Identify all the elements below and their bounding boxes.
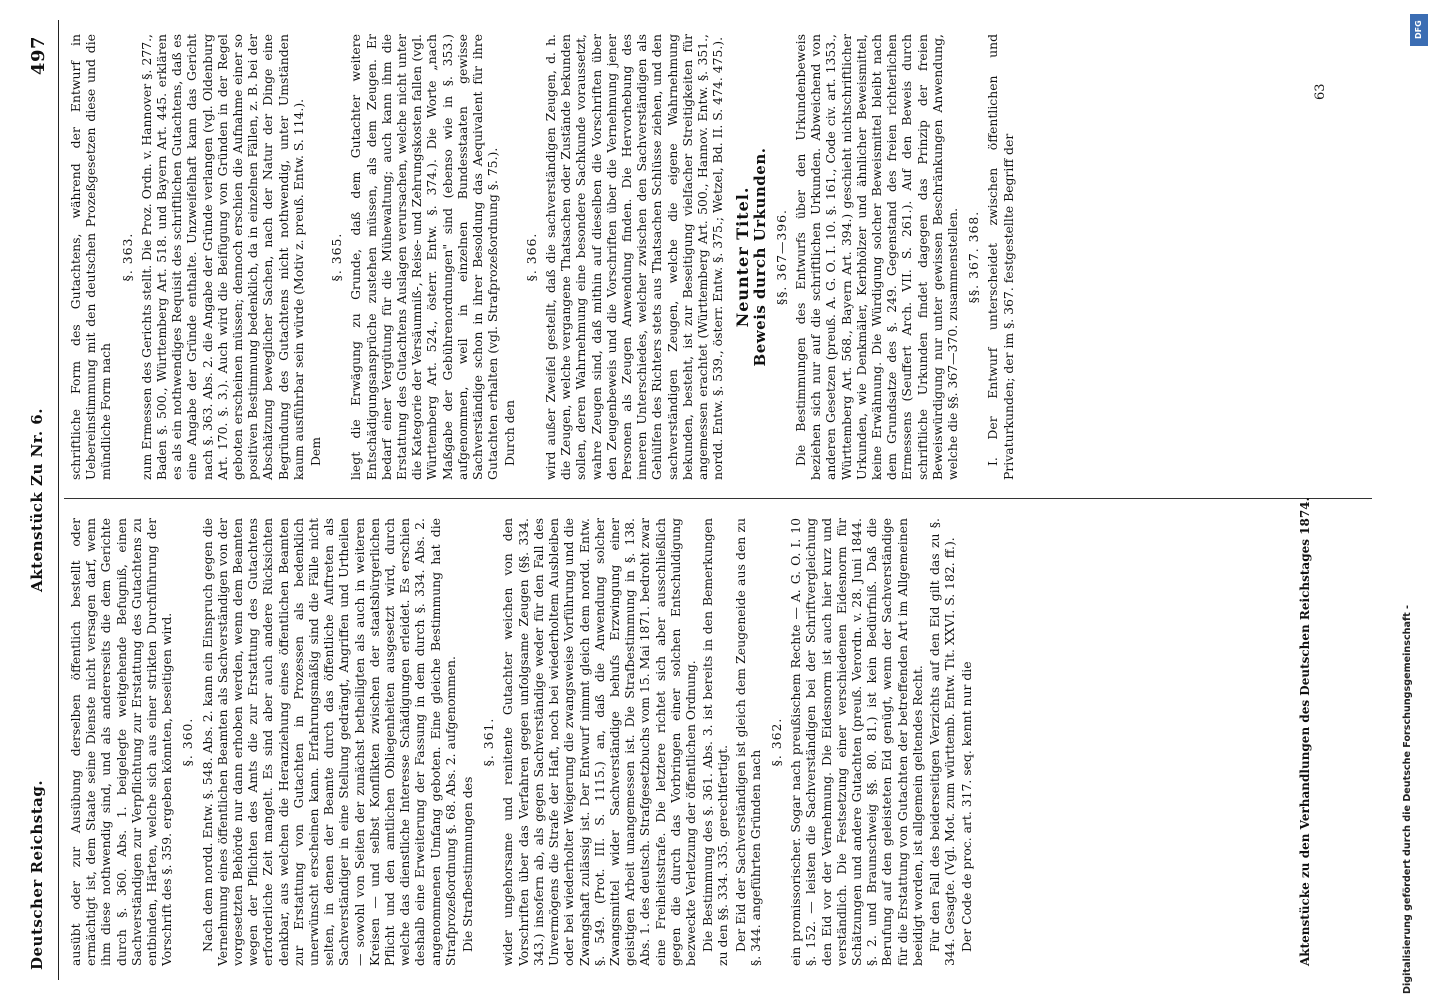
column-divider: [64, 498, 1372, 499]
paragraph: Die Bestimmung des §. 361. Abs. 3. ist bereits in den Bemerkungen zu den §§. 334. 335. gerechtfertigt.: [700, 518, 731, 966]
paragraph: liegt die Erwägung zu Grunde, daß dem Gutachter weitere Entschädigungsansprüche zustehen müssen, als dem Zeugen. Er bedarf einer Vergütung für die Mühewaltung; auch kann ihm die Erstattung des Gutachtens Auslagen verursachen, welche nicht unter die Kategorie der Versäumniß-, Reise- und Zehrungskosten fallen (vgl. Württemberg Art. 524., österr. Entw. §. 374.). Die Worte „nach Maßgabe der Gebührenordnungen" sind (ebenso wie in §. 353.) aufgenommen, weil in einzelnen Bundesstaaten gewisse Sachverständige schon in ihrer Besoldung das Aequivalent für ihre Gutachten erhalten (vgl. Strafprozeßordnung §. 75.).: [348, 34, 501, 480]
paragraph: Der Code de proc. art. 317. seq. kennt nur die: [959, 661, 975, 952]
chapter-title: Neunter Titel.: [733, 186, 753, 328]
column-left: [68, 518, 977, 966]
header-left: Deutscher Reichstag.: [28, 779, 46, 970]
section-heading: §. 366.: [523, 232, 539, 282]
paragraph: Nach dem nordd. Entw. §. 548. Abs. 2. kann ein Einspruch gegen die Vernehmung eines öffentlichen Beamten als Sachverständigen von der vorgesetzten Behörde nur dann erhoben werden, wenn dem Beamten wegen der Pflichten des Amts die zur Erstattung des Gutachtens erforderliche Zeit mangelt. Es sind aber auch andere Rücksichten denkbar, aus welchen die Heranziehung eines öffentlichen Beamten zur Erstattung von Gutachten in Prozessen als bedenklich unerwünscht erscheinen kann. Erfahrungsmäßig sind die Fälle nicht selten, in denen der Beamte durch das öffentliche Auftreten als Sachverständiger in eine Stellung gedrängt, Angriffen und Urtheilen — sowohl von Seiten der zunächst betheiligten als auch in weiteren Kreisen — und selbst Konflikten zwischen der staatsbürgerlichen Pflicht und den amtlichen Obliegenheiten ausgesetzt wird, durch welche das dienstliche Interesse Schädigungen erleidet. Es erschien deshalb eine Erweiterung der Fassung in dem durch §. 334. Abs. 2. angenommenen Umfang geboten. Eine gleiche Bestimmung hat die Strafprozeßordnung §. 68. Abs. 2. aufgenommen.: [199, 518, 458, 966]
column-right: [68, 34, 1018, 480]
section-heading: §§. 367—396.: [773, 209, 789, 305]
section-heading: §. 363.: [119, 232, 135, 282]
paragraph: Der Eid der Sachverständigen ist gleich dem Zeugeneide aus den zu §. 344. angeführten Gründen nach: [732, 518, 763, 966]
paragraph: I. Der Entwurf unterscheidet zwischen öffentlichen und Privaturkunden; der im §. 367. festgestellte Begriff der: [985, 34, 1016, 480]
section-heading: §. 361.: [481, 717, 497, 767]
paragraph: Die Strafbestimmungen des: [460, 776, 476, 952]
section-heading: §. 360.: [180, 717, 196, 767]
paragraph: wird außer Zweifel gestellt, daß die sachverständigen Zeugen, d. h. die Zeugen, welche vergangene Thatsachen oder Zustände bekunden sollen, deren Wahrnehmung eine besondere Sachkunde voraussetzt, wahre Zeugen sind, daß mithin auf dieselben die Vorschriften über den Zeugenbeweis und die Vorschriften über die Vernehmung jener Personen als Zeugen Anwendung finden. Die Hervorhebung des inneren Unterschiedes, welcher zwischen den Sachverständigen als Gehülfen des Richters stets aus Thatsachen Schlüsse ziehen, und den sachverständigen Zeugen, welche die eigene Wahrnehmung bekunden, besteht, ist zur Beseitigung vielfacher Streitigkeiten für angemessen erachtet (Württemberg Art. 500., Hannov. Entw. §. 351., nordd. Entw. §. 539., österr. Entw. §. 375.; Wetzel, Bd. II. S. 474. 475.).: [542, 34, 726, 480]
section-heading: §§. 367. 368.: [966, 210, 982, 304]
section-heading: §. 362.: [768, 717, 784, 767]
paragraph: zum Ermessen des Gerichts stellt. Die Proz. Ordn. v. Hannover §. 277., Baden §. 500., Württemberg Art. 518. und Bayern Art. 445. erklären es als ein nothwendiges Requisit des schriftlichen Gutachtens, daß es eine Angabe der Gründe enthalte. Unzweifelhaft kann das Gericht nach §. 363. Abs. 2. die Angabe der Gründe verlangen (vgl. Oldenburg Art. 170. §. 3.). Auch wird die Beifügung von Gründen in der Regel geboten erscheinen müssen; dennoch erschien die Aufnahme einer so positiven Bestimmung bedenklich, da in einzelnen Fällen, z. B. bei der Abschätzung beweglicher Sachen, nach der Natur der Dinge eine Begründung des Gutachtens nicht nothwendig, unter Umständen kaum ausführbar sein würde (Motiv z. preuß. Entw. S. 114.).: [138, 34, 306, 480]
paragraph: wider ungehorsame und renitente Gutachter weichen von den Vorschriften über das Verfahren gegen unfolgsame Zeugen (§§. 334. 343.) insofern ab, als gegen Sachverständige weder für den Fall des Unvermögens die Strafe der Haft, noch bei wiederholtem Ausbleiben oder bei wiederholter Weigerung die zwangsweise Vorführung und die Zwangshaft zulässig ist. Der Entwurf nimmt gleich dem nordd. Entw. §. 549. (Prot. III. S. 1115.) an, daß die Anwendung solcher Zwangsmittel wider Sachverständige behufs Erzwingung einer geistigen Arbeit unangemessen ist. Die Strafbestimmung in §. 138. Abs. 1. des deutsch. Strafgesetzbuchs vom 15. Mai 1871. bedroht zwar eine Freiheitsstrafe. Die letztere richtet sich aber ausschließlich gegen die durch das Vorbringen einer solchen Entschuldigung bezweckte Verletzung der öffentlichen Ordnung.: [500, 518, 698, 966]
credit-text: Digitalisierung gefördert durch die Deutsche Forschungsgemeinschaft -: [1402, 604, 1413, 994]
signature-mark: 63: [1313, 83, 1328, 100]
footer-note: Aktenstücke zu den Verhandlungen des Deutschen Reichstages 1874.: [1298, 497, 1312, 966]
paragraph: Für den Fall des beiderseitigen Verzichts auf den Eid gilt das zu §. 344. Gesagte. (Vgl. Mot. zum württemb. Entw. Tit. XXVI. S. 182. ff.).: [926, 518, 958, 966]
paragraph: Durch den: [502, 400, 518, 466]
header-center: Aktenstück Zu Nr. 6.: [28, 408, 46, 592]
section-heading: §. 365.: [329, 232, 345, 282]
header-rule: [58, 20, 59, 980]
digitization-credit: [1402, 605, 1413, 994]
paragraph: ein promissorischer. Sogar nach preußischem Rechte — A. G. O. I. 10 §. 152. — leisten die Sachverständigen bei der Schriftvergleichung den Eid vor der Vernehmung. Die Eidesnorm ist auch hier kurz und verständlich. Die Festsetzung einer verschiedenen Eidesnorm für Schätzungen und andere Gutachten (preuß. Verordn. v. 28. Juni 1844. §. 2. und Braunschweig §§. 80. 81.) ist kein Bedürfniß. Daß die Berufung auf den geleisteten Eid genügt, wenn der Sachverständige für die Erstattung von Gutachten der betreffenden Art im Allgemeinen beeidigt worden, ist allgemein geltendes Recht.: [788, 518, 925, 966]
paragraph: schriftliche Form des Gutachtens, während der Entwurf in Uebereinstimmung mit den deutschen Prozeßgesetzen diese und die mündliche Form nach: [68, 34, 114, 480]
paragraph: Die Bestimmungen des Entwurfs über den Urkundenbeweis beziehen sich nur auf die schriftlichen Urkunden. Abweichend von anderen Gesetzen (preuß. A. G. O. I. 10. §. 161., Code civ. art. 1353., Württemberg Art. 568., Bayern Art. 394.) geschieht nichtschriftlicher Urkunden, wie Denkmäler, Kerbhölzer und ähnlicher Beweismittel, keine Erwähnung. Die Würdigung solcher Beweismittel bleibt nach dem Grundsatze des §. 249. Gegenstand des freien richterlichen Ermessens (Seuffert Arch. VII. S. 261.). Auf den Beweis durch schriftliche Urkunden findet dagegen das Prinzip der freien Beweiswürdigung nur unter gewissen Beschränkungen Anwendung, welche die §§. 367—370. zusammenstellen.: [792, 34, 960, 480]
chapter-subtitle: Beweis durch Urkunden.: [750, 147, 769, 367]
page-number: 497: [28, 36, 49, 76]
dfg-logo: DFG: [1410, 14, 1428, 46]
paragraph: ausübt oder zur Ausübung derselben öffentlich bestellt oder ermächtigt ist, dem Staate seine Dienste nicht versagen darf, wenn ihm diese nothwendig sind, und als andererseits die dem Gerichte durch §. 360. Abs. 1. beigelegte weitgehende Befugniß, einen Sachverständigen zur Verpflichtung zur Erstattung des Gutachtens zu entbinden, Härten, welche sich aus einer strikten Durchführung der Vorschrift des §. 359. ergeben könnten, beseitigen wird.: [68, 518, 175, 966]
paragraph: Dem: [308, 436, 324, 466]
